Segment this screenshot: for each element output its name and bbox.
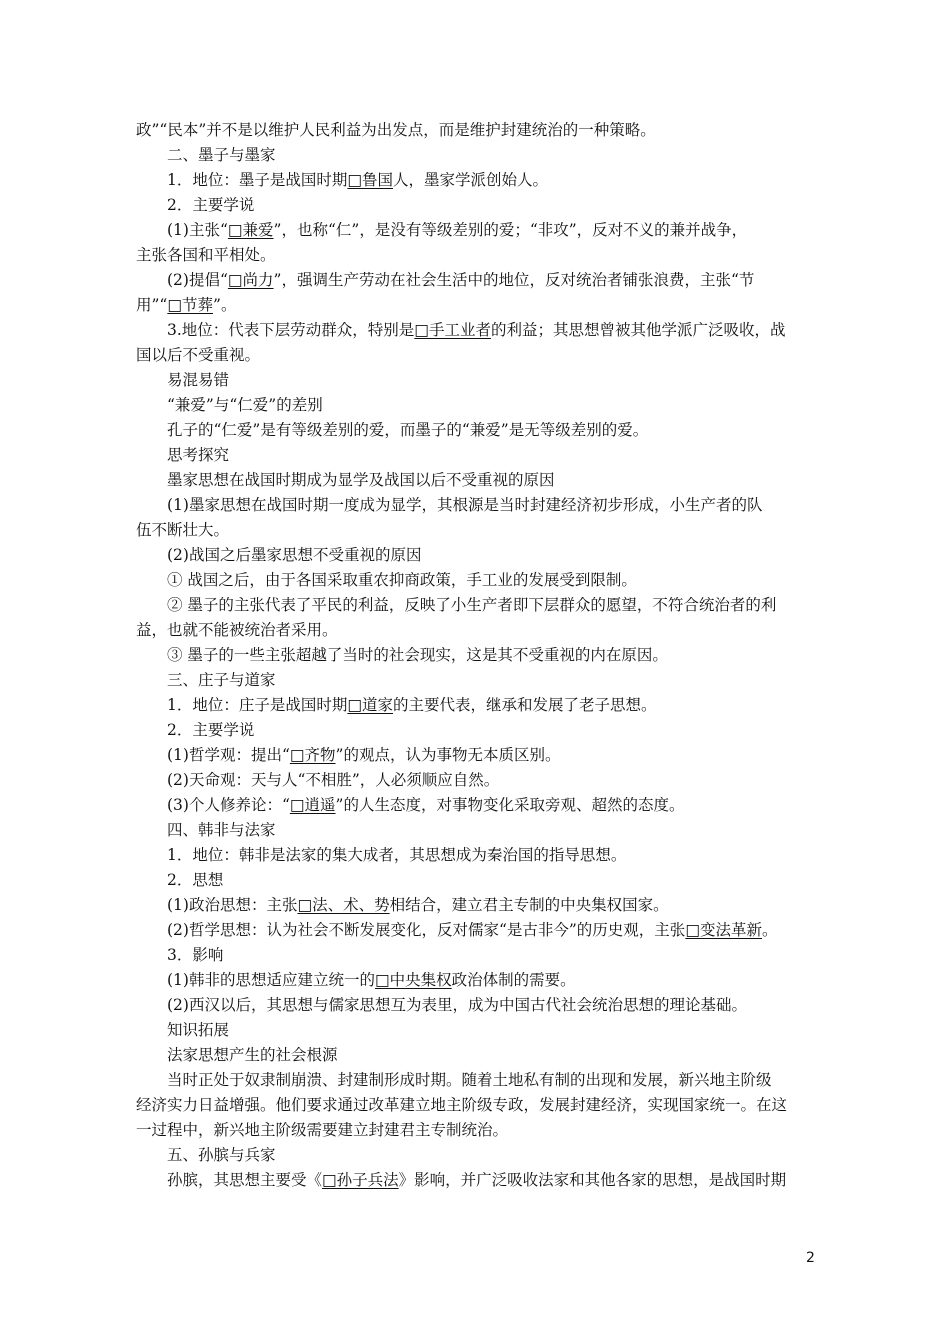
text-line (136, 893, 816, 918)
text-run: 当时正处于奴隶制崩溃、封建制形成时期。随着土地私有制的出现和发展，新兴地主阶级 (167, 1071, 772, 1089)
text-line (136, 1093, 816, 1118)
text-run: 》影响，并广泛吸收法家和其他各家的思想，是战国时期 (398, 1171, 787, 1189)
text-line (136, 193, 816, 218)
text-run: 2．思想 (167, 871, 224, 889)
text-run: 的利益；其思想曾被其他学派广泛吸收，战 (490, 321, 786, 339)
text-run: 经济实力日益增强。他们要求通过改革建立地主阶级专政，发展封建经济，实现国家统一。在这 (136, 1096, 788, 1114)
text-run: 孙膑，其思想主要受《 (167, 1171, 323, 1189)
text-line (136, 218, 816, 243)
answer-blank: □变法革新 (685, 921, 762, 939)
text-run: 四、韩非与法家 (167, 821, 276, 839)
text-run: 思考探究 (167, 446, 230, 464)
text-line (136, 818, 816, 843)
text-line (136, 718, 816, 743)
text-line (136, 293, 816, 318)
text-run: 二、墨子与墨家 (167, 146, 276, 164)
text-run: 主张各国和平相处。 (136, 246, 276, 264)
answer-blank: □手工业者 (414, 321, 491, 339)
answer-blank: □兼爱 (227, 221, 274, 239)
text-run: 伍不断壮大。 (136, 521, 230, 539)
text-run: (1)墨家思想在战国时期一度成为显学，其根源是当时封建经济初步形成，小生产者的队 (167, 496, 763, 514)
text-run: 政”“民本”并不是以维护人民利益为出发点，而是维护封建统治的一种策略。 (136, 121, 656, 139)
text-run: (2)提倡“ (167, 271, 228, 289)
page-number: 2 (806, 1250, 815, 1266)
text-run: “兼爱”与“仁爱”的差别 (167, 396, 323, 414)
text-run: 益，也就不能被统治者采用。 (136, 621, 338, 639)
text-run: 1．地位：墨子是战国时期 (167, 171, 348, 189)
answer-blank: □逍遥 (289, 796, 336, 814)
text-line (136, 843, 816, 868)
text-run: 1．地位：庄子是战国时期 (167, 696, 348, 714)
text-line (136, 1068, 816, 1093)
text-line (136, 1143, 816, 1168)
text-line (136, 518, 816, 543)
text-line (136, 1018, 816, 1043)
answer-blank: □孙子兵法 (322, 1171, 399, 1189)
text-line (136, 593, 816, 618)
text-run: (2)天命观：天与人“不相胜”，人必须顺应自然。 (167, 771, 500, 789)
text-line (136, 543, 816, 568)
text-line (136, 743, 816, 768)
text-run: ”的观点，认为事物无本质区别。 (335, 746, 561, 764)
text-line (136, 793, 816, 818)
answer-blank: □鲁国 (347, 171, 394, 189)
text-run: 3．影响 (167, 946, 224, 964)
answer-blank: □道家 (347, 696, 394, 714)
text-line (136, 768, 816, 793)
text-run: 一过程中，新兴地主阶级需要建立封建君主专制统治。 (136, 1121, 509, 1139)
text-line (136, 968, 816, 993)
text-line (136, 568, 816, 593)
text-run: (2)哲学思想：认为社会不断发展变化，反对儒家“是古非今”的历史观，主张 (167, 921, 686, 939)
text-line (136, 168, 816, 193)
answer-blank: □法、术、势 (297, 896, 390, 914)
text-run: (1)主张“ (167, 221, 228, 239)
text-run: (3)个人修养论：“ (167, 796, 290, 814)
text-run: 2．主要学说 (167, 721, 255, 739)
text-line (136, 143, 816, 168)
text-line (136, 1168, 816, 1193)
text-line (136, 918, 816, 943)
text-line (136, 468, 816, 493)
document-body (136, 118, 816, 1193)
text-run: 相结合，建立君主专制的中央集权国家。 (389, 896, 669, 914)
text-line (136, 1043, 816, 1068)
text-run: 墨家思想在战国时期成为显学及战国以后不受重视的原因 (167, 471, 555, 489)
text-run: 的主要代表，继承和发展了老子思想。 (393, 696, 657, 714)
answer-blank: □中央集权 (374, 971, 452, 989)
text-line (136, 868, 816, 893)
answer-blank: □齐物 (289, 746, 336, 764)
text-line (136, 418, 816, 443)
text-run: 易混易错 (167, 371, 230, 389)
text-run: 知识拓展 (167, 1021, 230, 1039)
text-run: 用”“ (136, 296, 168, 314)
text-run: 孔子的“仁爱”是有等级差别的爱，而墨子的“兼爱”是无等级差别的爱。 (167, 421, 649, 439)
answer-blank: □节葬 (167, 296, 214, 314)
text-run: 。 (761, 921, 778, 939)
text-run: 3.地位：代表下层劳动群众，特别是 (167, 321, 415, 339)
text-line (136, 368, 816, 393)
text-run: ”，强调生产劳动在社会生活中的地位，反对统治者铺张浪费，主张“节 (273, 271, 755, 289)
text-line (136, 618, 816, 643)
text-run: (2)战国之后墨家思想不受重视的原因 (167, 546, 422, 564)
text-run: (2)西汉以后，其思想与儒家思想互为表里，成为中国古代社会统治思想的理论基础。 (167, 996, 747, 1014)
text-run: (1)政治思想：主张 (167, 896, 298, 914)
text-run: ③ 墨子的一些主张超越了当时的社会现实，这是其不受重视的内在原因。 (167, 646, 668, 664)
answer-blank: □尚力 (227, 271, 274, 289)
text-run: (1)哲学观：提出“ (167, 746, 290, 764)
text-line (136, 993, 816, 1018)
text-run: ① 战国之后，由于各国采取重农抑商政策，手工业的发展受到限制。 (167, 571, 637, 589)
text-line (136, 1118, 816, 1143)
text-run: 法家思想产生的社会根源 (167, 1046, 338, 1064)
text-run: 2．主要学说 (167, 196, 255, 214)
text-line (136, 118, 816, 143)
text-line (136, 318, 816, 343)
text-line (136, 343, 816, 368)
text-line (136, 693, 816, 718)
text-line (136, 668, 816, 693)
text-run: (1)韩非的思想适应建立统一的 (167, 971, 375, 989)
text-run: 国以后不受重视。 (136, 346, 261, 364)
text-line (136, 268, 816, 293)
text-run: 五、孙膑与兵家 (167, 1146, 276, 1164)
text-line (136, 943, 816, 968)
text-run: 人，墨家学派创始人。 (393, 171, 549, 189)
text-run: ”。 (213, 296, 237, 314)
text-line (136, 643, 816, 668)
text-line (136, 443, 816, 468)
text-line (136, 393, 816, 418)
text-run: 政治体制的需要。 (451, 971, 576, 989)
text-run: 三、庄子与道家 (167, 671, 276, 689)
text-run: 1．地位：韩非是法家的集大成者，其思想成为秦治国的指导思想。 (167, 846, 627, 864)
text-run: ② 墨子的主张代表了平民的利益，反映了小生产者即下层群众的愿望，不符合统治者的利 (167, 596, 777, 614)
text-run: ”的人生态度，对事物变化采取旁观、超然的态度。 (335, 796, 685, 814)
text-line (136, 243, 816, 268)
text-line (136, 493, 816, 518)
text-run: ”，也称“仁”，是没有等级差别的爱；“非攻”，反对不义的兼并战争， (273, 221, 748, 239)
